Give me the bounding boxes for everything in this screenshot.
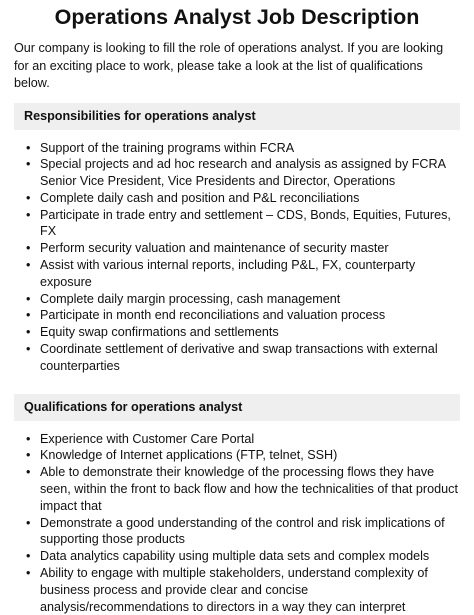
- bullet-icon: •: [26, 140, 31, 155]
- bullet-icon: •: [26, 549, 31, 564]
- bullet-icon: •: [26, 207, 31, 222]
- list-item: [14, 240, 460, 257]
- list-item: [14, 464, 460, 514]
- list-item-text: Complete daily margin processing, cash management: [40, 291, 341, 306]
- qualifications-list: [14, 431, 460, 615]
- list-item: [14, 190, 460, 207]
- list-item-text: Special projects and ad hoc research and analysis as assigned by FCRA Senior Vice President, Vice Presidents and Director, Operations: [40, 157, 446, 189]
- list-item-text: Complete daily cash and position and P&L reconciliations: [40, 190, 360, 205]
- list-item-text: Coordinate settlement of derivative and swap transactions with external counterparties: [40, 342, 438, 373]
- list-item-text: Participate in month end reconciliations and valuation process: [40, 308, 386, 323]
- section-spacer: [14, 375, 460, 384]
- list-item-text: Support of the training programs within FCRA: [40, 140, 295, 155]
- bullet-icon: •: [26, 325, 31, 340]
- list-item-text: Ability to engage with multiple stakeholders, understand complexity of business process and provide clear and concise analysis/recommendations to directors in a way they can interpret: [40, 566, 428, 614]
- list-item: [14, 324, 460, 341]
- list-item: [14, 515, 460, 549]
- list-item-text: Able to demonstrate their knowledge of the processing flows they have seen, within the front to back flow and how the technicalities of that product impact that: [40, 465, 458, 513]
- list-item: [14, 257, 460, 291]
- bullet-icon: •: [26, 431, 31, 446]
- list-item: [14, 565, 460, 615]
- list-item-text: Data analytics capability using multiple data sets and complex models: [40, 549, 430, 564]
- list-item-text: Knowledge of Internet applications (FTP, telnet, SSH): [40, 448, 338, 463]
- list-item-text: Demonstrate a good understanding of the control and risk implications of supporting those products: [40, 515, 445, 547]
- bullet-icon: •: [26, 465, 31, 480]
- bullet-icon: •: [26, 308, 31, 323]
- bullet-icon: •: [26, 566, 31, 581]
- list-item-text: Participate in trade entry and settlement – CDS, Bonds, Equities, Futures, FX: [40, 207, 451, 239]
- bullet-icon: •: [26, 157, 31, 172]
- list-item-text: Equity swap confirmations and settlements: [40, 325, 279, 340]
- list-item: [14, 291, 460, 308]
- bullet-icon: •: [26, 342, 31, 357]
- bullet-icon: •: [26, 448, 31, 463]
- list-item: [14, 207, 460, 241]
- intro-paragraph: Our company is looking to fill the role of operations analyst. If you are looking for an exciting place to work, please take a look at the list of qualifications below.: [14, 41, 444, 90]
- responsibilities-list: [14, 140, 460, 375]
- list-item-text: Assist with various internal reports, including P&L, FX, counterparty exposure: [40, 258, 416, 289]
- bullet-icon: •: [26, 291, 31, 306]
- bullet-icon: •: [26, 258, 31, 273]
- responsibilities-heading: Responsibilities for operations analyst: [14, 103, 460, 130]
- list-item: [14, 341, 460, 375]
- list-item: [14, 431, 460, 448]
- list-item-text: Experience with Customer Care Portal: [40, 431, 255, 446]
- list-item: [14, 140, 460, 157]
- qualifications-heading: Qualifications for operations analyst: [14, 394, 460, 421]
- bullet-icon: •: [26, 515, 31, 530]
- list-item-text: Perform security valuation and maintenance of security master: [40, 241, 389, 256]
- list-item: [14, 156, 460, 190]
- list-item: [14, 447, 460, 464]
- bullet-icon: •: [26, 241, 31, 256]
- page-title: Operations Analyst Job Description: [54, 5, 420, 29]
- bullet-icon: •: [26, 190, 31, 205]
- list-item: [14, 307, 460, 324]
- list-item: [14, 548, 460, 565]
